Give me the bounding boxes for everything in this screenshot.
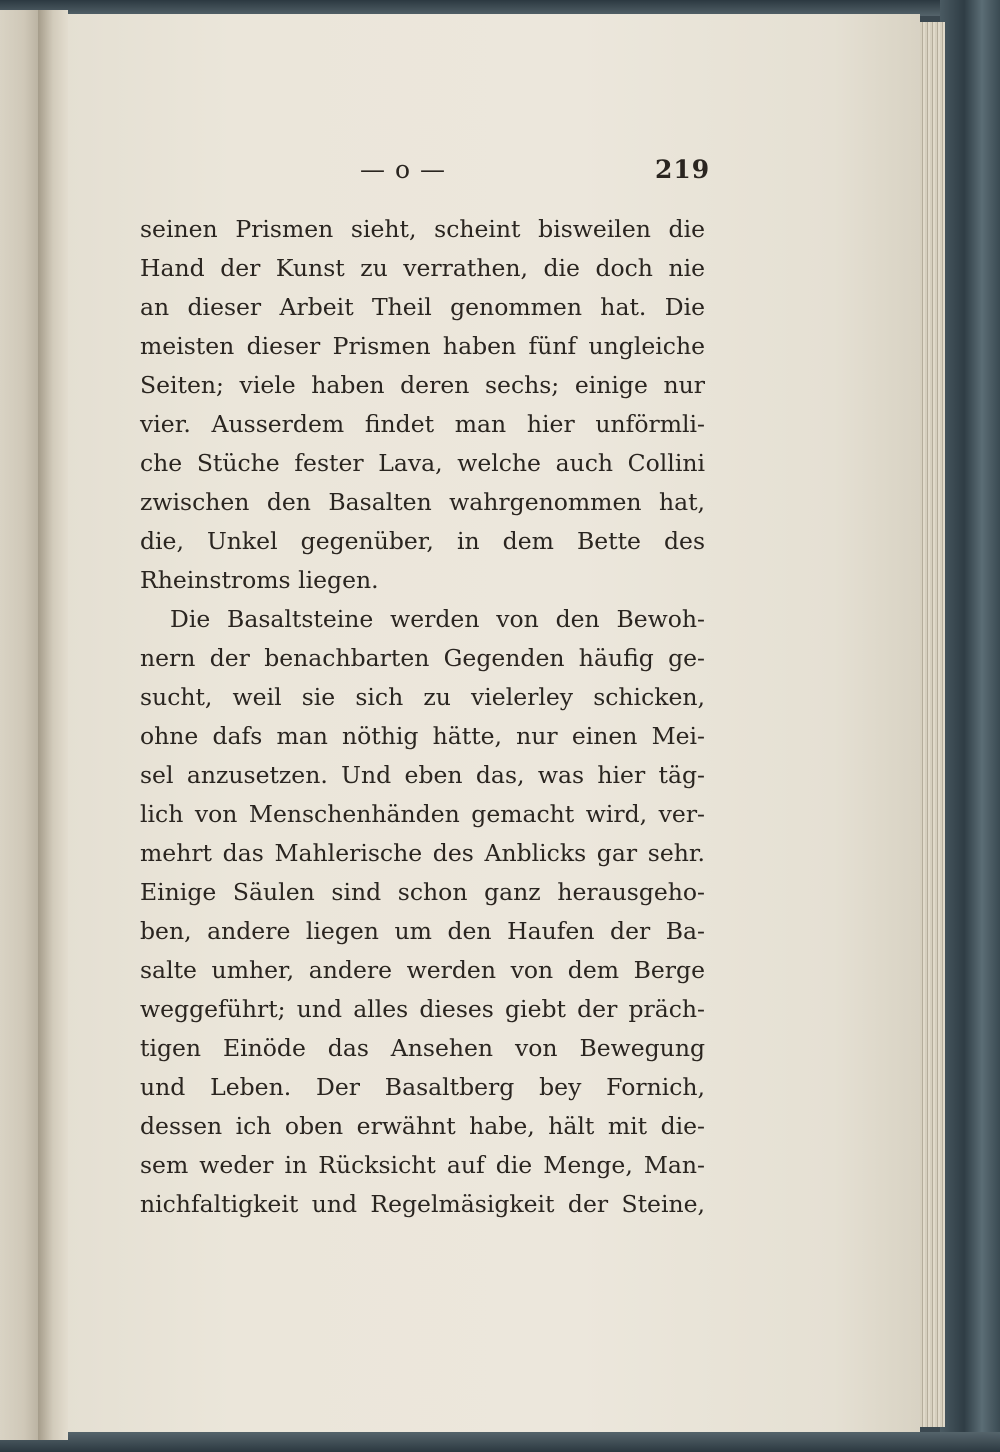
text-line: sel anzusetzen. Und eben das, was hier täg- <box>140 761 705 789</box>
text-line: meisten dieser Prismen haben fünf ungleiche <box>140 332 705 360</box>
running-header <box>360 155 710 195</box>
text-line: mehrt das Mahlerische des Anblicks gar sehr. <box>140 839 705 867</box>
text-line: seinen Prismen sieht, scheint bisweilen die <box>140 215 705 243</box>
text-line: tigen Einöde das Ansehen von Bewegung <box>140 1034 705 1062</box>
text-line: dessen ich oben erwähnt habe, hält mit die- <box>140 1112 705 1140</box>
text-line: nern der benachbarten Gegenden häufig ge- <box>140 644 705 672</box>
text-line: lich von Menschenhänden gemacht wird, ver- <box>140 800 705 828</box>
text-line: ben, andere liegen um den Haufen der Ba- <box>140 917 705 945</box>
text-line: Seiten; viele haben deren sechs; einige nur <box>140 371 705 399</box>
page-number: 219 <box>655 155 711 184</box>
page-gutter <box>38 10 68 1440</box>
text-line: Einige Säulen sind schon ganz herausgeho- <box>140 878 705 906</box>
text-line: che Stüche fester Lava, welche auch Collini <box>140 449 705 477</box>
text-line: ohne dafs man nöthig hätte, nur einen Mei- <box>140 722 705 750</box>
text-line: Hand der Kunst zu verrathen, die doch nie <box>140 254 705 282</box>
header-ornament: — o — <box>360 155 446 184</box>
text-line: sem weder in Rücksicht auf die Menge, Man- <box>140 1151 705 1179</box>
text-line: zwischen den Basalten wahrgenommen hat, <box>140 488 705 516</box>
text-line: weggeführt; und alles dieses giebt der präch- <box>140 995 705 1023</box>
book-cover-bottom <box>0 1432 1000 1452</box>
text-line: vier. Ausserdem findet man hier unförmli- <box>140 410 705 438</box>
body-text <box>140 210 705 1224</box>
text-line: und Leben. Der Basaltberg bey Fornich, <box>140 1073 705 1101</box>
left-page-edge <box>0 10 40 1440</box>
text-line: an dieser Arbeit Theil genommen hat. Die <box>140 293 705 321</box>
text-line: die, Unkel gegenüber, in dem Bette des <box>140 527 705 555</box>
text-line: Rheinstroms liegen. <box>140 566 379 594</box>
text-line: salte umher, andere werden von dem Berge <box>140 956 705 984</box>
text-line: Die Basaltsteine werden von den Bewoh- <box>170 605 705 633</box>
book-cover-right <box>940 0 1000 1452</box>
text-line: nichfaltigkeit und Regelmäsigkeit der Steine, <box>140 1190 705 1218</box>
text-line: sucht, weil sie sich zu vielerley schicken, <box>140 683 705 711</box>
